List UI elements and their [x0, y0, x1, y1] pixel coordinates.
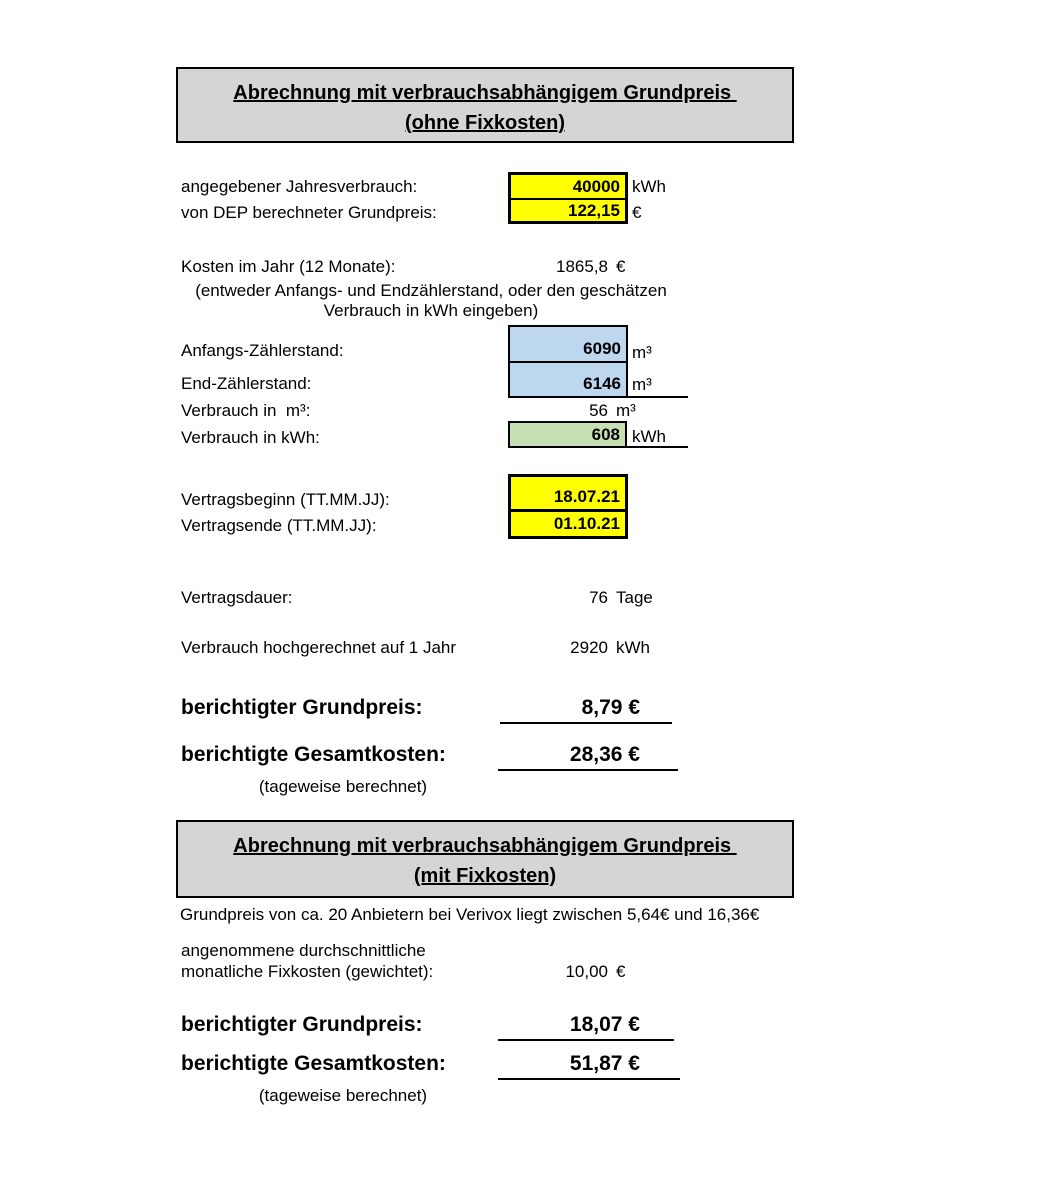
hochgerechnet-value: 2920 [570, 638, 608, 657]
input-pair-vertragsdaten [508, 474, 628, 539]
section1-title-line1: Abrechnung mit verbrauchsabhängigem Grundpreis [233, 82, 737, 104]
grundpreis-label: von DEP berechneter Grundpreis: [181, 203, 437, 222]
vertragsdauer-label: Vertragsdauer: [181, 588, 293, 607]
kosten-jahr-value: 1865,8 [556, 257, 608, 276]
fixkosten-label-line1: angenommene durchschnittliche [181, 941, 426, 960]
verbrauch-m3-label: Verbrauch in m³: [181, 401, 311, 420]
s2-tageweise-note: (tageweise berechnet) [258, 1086, 428, 1105]
hint-note-line2: Verbrauch in kWh eingeben) [323, 301, 539, 320]
fixkosten-value: 10,00 [565, 962, 608, 981]
ruled-line-zaehlerstand [508, 396, 688, 398]
kosten-jahr-label: Kosten im Jahr (12 Monate): [181, 257, 396, 276]
verbrauch-kwh-unit: kWh [632, 427, 666, 446]
verbrauch-m3-unit: m³ [616, 401, 636, 420]
s1-gesamtkosten-underline [498, 769, 678, 771]
s1-tageweise-note: (tageweise berechnet) [258, 777, 428, 796]
s2-gesamtkosten-label: berichtigte Gesamtkosten: [181, 1052, 446, 1075]
jahresverbrauch-label: angegebener Jahresverbrauch: [181, 177, 418, 196]
jahresverbrauch-input[interactable]: 40000 [511, 175, 625, 200]
grundpreis-unit: € [632, 203, 642, 222]
s1-berichtigter-grundpreis-value: 8,79 € [581, 696, 640, 719]
section1-title-box [176, 67, 794, 143]
s2-berichtigter-grundpreis-value: 18,07 € [569, 1013, 640, 1036]
fixkosten-label-line2: monatliche Fixkosten (gewichtet): [181, 962, 434, 981]
vertragsdauer-value: 76 [589, 588, 608, 607]
vertragsende-input[interactable]: 01.10.21 [553, 514, 620, 533]
vertragsbeginn-label: Vertragsbeginn (TT.MM.JJ): [181, 490, 390, 509]
section2-title-box [176, 820, 794, 898]
input-pair-jahresverbrauch-grundpreis [508, 172, 628, 224]
end-zaehlerstand-unit: m³ [632, 375, 652, 394]
s1-grundpreis-underline [500, 722, 672, 724]
s2-berichtigter-grundpreis-label: berichtigter Grundpreis: [181, 1013, 423, 1036]
hint-note-line1: (entweder Anfangs- und Endzählerstand, oder den geschätzen [195, 281, 667, 300]
vertragsdauer-unit: Tage [616, 588, 653, 607]
end-zaehlerstand-label: End-Zählerstand: [181, 374, 312, 393]
verivox-note: Grundpreis von ca. 20 Anbietern bei Verivox liegt zwischen 5,64€ und 16,36€ [180, 905, 760, 924]
s2-gesamtkosten-underline [498, 1078, 680, 1080]
fixkosten-unit: € [616, 962, 626, 981]
grundpreis-input[interactable]: 122,15 [568, 200, 620, 220]
jahresverbrauch-unit: kWh [632, 177, 666, 196]
s1-gesamtkosten-value: 28,36 € [569, 743, 640, 766]
section1-title-line2: (ohne Fixkosten) [404, 112, 565, 134]
s1-berichtigter-grundpreis-label: berichtigter Grundpreis: [181, 696, 423, 719]
anfangs-zaehlerstand-input[interactable]: 6090 [510, 327, 626, 363]
verbrauch-kwh-label: Verbrauch in kWh: [181, 428, 320, 447]
hochgerechnet-label: Verbrauch hochgerechnet auf 1 Jahr [181, 638, 457, 657]
end-zaehlerstand-input[interactable]: 6146 [583, 374, 621, 393]
ruled-line-verbrauch-kwh [508, 446, 688, 448]
hochgerechnet-unit: kWh [616, 638, 650, 657]
input-pair-zaehlerstand [508, 325, 628, 398]
section2-title-line1: Abrechnung mit verbrauchsabhängigem Grundpreis [233, 835, 737, 857]
verbrauch-m3-value: 56 [589, 401, 608, 420]
vertragsbeginn-input[interactable]: 18.07.21 [511, 477, 625, 512]
vertragsende-label: Vertragsende (TT.MM.JJ): [181, 516, 377, 535]
s1-gesamtkosten-label: berichtigte Gesamtkosten: [181, 743, 446, 766]
anfangs-zaehlerstand-label: Anfangs-Zählerstand: [181, 341, 344, 360]
anfangs-zaehlerstand-unit: m³ [632, 343, 652, 362]
verbrauch-kwh-input[interactable]: 608 [508, 421, 627, 448]
section2-title-line2: (mit Fixkosten) [413, 865, 557, 887]
kosten-jahr-unit: € [616, 257, 626, 276]
s2-grundpreis-underline [498, 1039, 674, 1041]
s2-gesamtkosten-value: 51,87 € [569, 1052, 640, 1075]
